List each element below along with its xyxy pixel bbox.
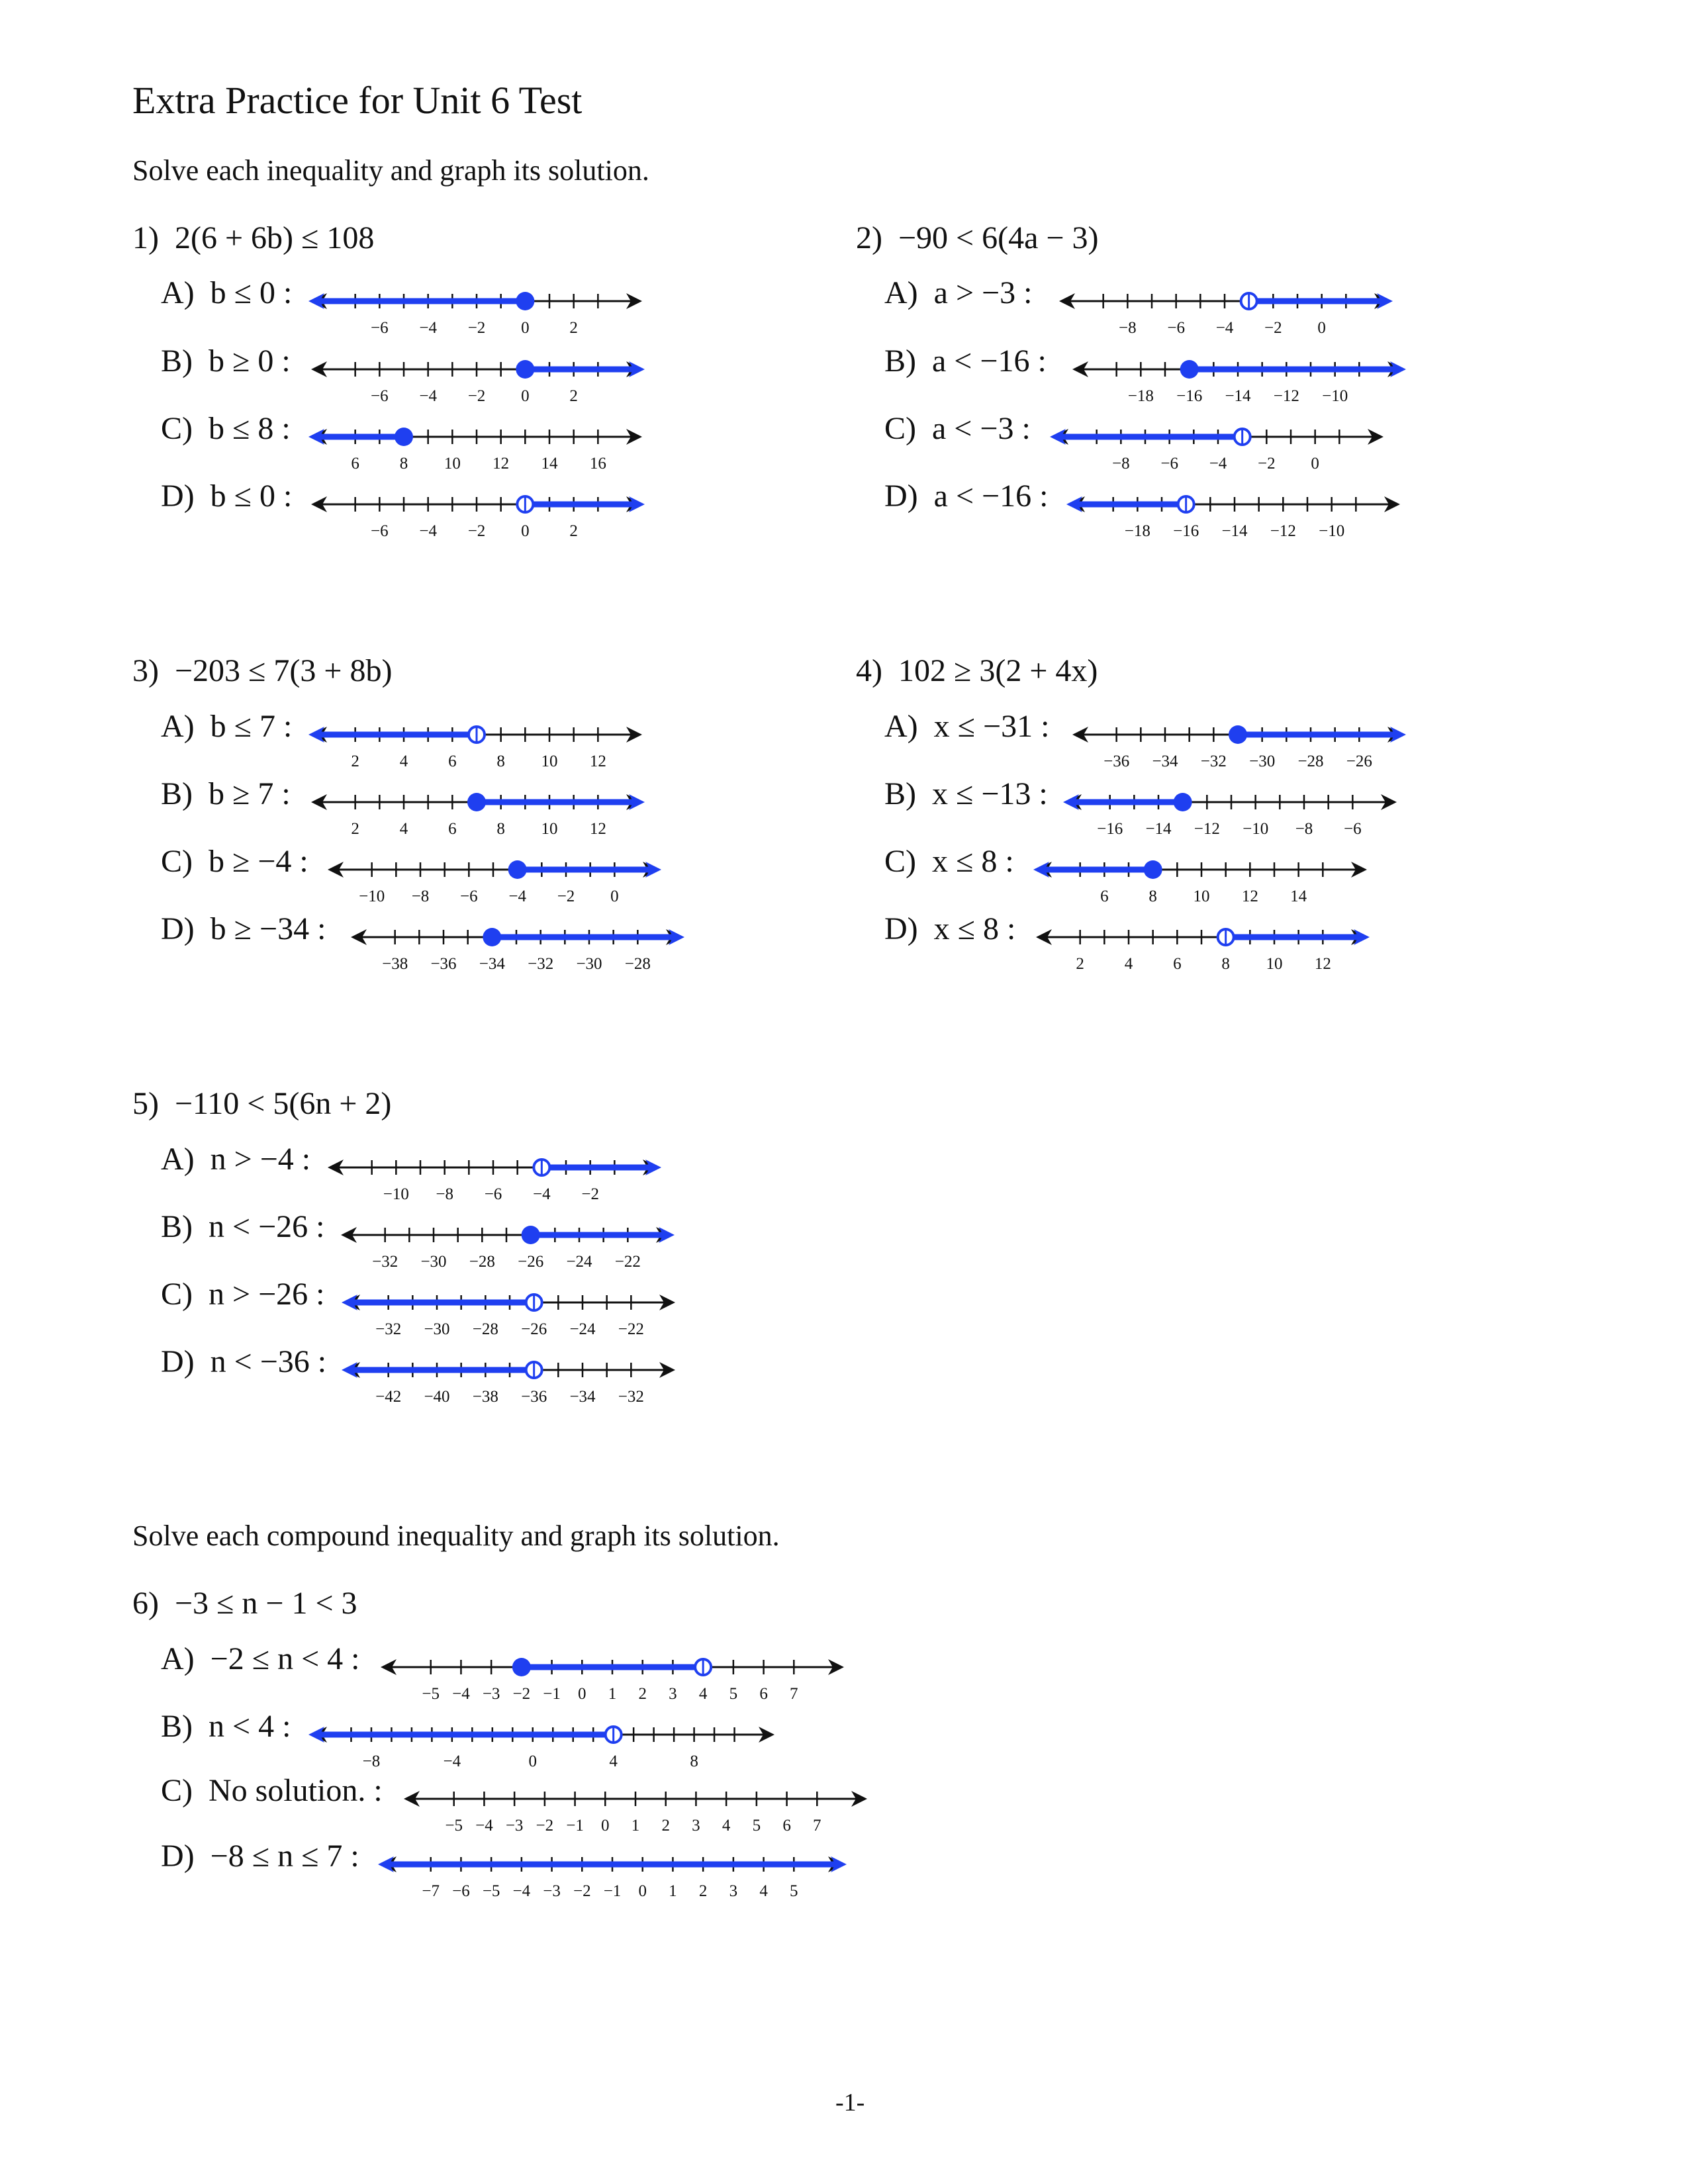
- closed-endpoint-p5b: [522, 1226, 540, 1244]
- tick-label-p5d: −36: [521, 1388, 547, 1406]
- choice-text: a < −16 :: [933, 478, 1049, 514]
- closed-endpoint-p1b: [516, 360, 534, 379]
- tick-label-p1c: 6: [351, 455, 359, 473]
- tick-label-p3c: −8: [411, 887, 430, 905]
- tick-label-p5c: −22: [618, 1320, 644, 1338]
- tick-label-p6d: −4: [512, 1882, 531, 1900]
- tick-label-p5a: −4: [533, 1185, 551, 1203]
- tick-label-p6b: 8: [690, 1752, 698, 1770]
- tick-label-p4b: −6: [1344, 820, 1362, 838]
- problem-label: 6): [132, 1586, 159, 1621]
- tick-label-p2a: −8: [1119, 319, 1137, 337]
- tick-label-p5b: −24: [566, 1253, 592, 1271]
- tick-label-p5c: −32: [375, 1320, 402, 1338]
- choice-label: B): [884, 776, 916, 811]
- tick-label-p3d: −34: [479, 955, 505, 973]
- tick-label-p3a: 12: [589, 752, 606, 770]
- tick-label-p6b: 0: [528, 1752, 538, 1770]
- tick-label-p4b: −16: [1097, 820, 1123, 838]
- tick-label-p6c: −1: [566, 1817, 584, 1835]
- tick-label-p5d: −38: [472, 1388, 498, 1406]
- choice-text: b ≥ 0 :: [209, 343, 291, 379]
- tick-label-p2b: −12: [1273, 387, 1299, 405]
- tick-label-p4c: 12: [1241, 887, 1258, 905]
- tick-label-p2a: −2: [1264, 319, 1282, 337]
- choice-label: A): [884, 709, 918, 744]
- choice-text: b ≤ 0 :: [210, 275, 293, 310]
- choice-label: D): [884, 478, 918, 514]
- choice-text: −2 ≤ n < 4 :: [210, 1641, 360, 1676]
- choice-label: C): [161, 411, 193, 446]
- choice-label: A): [161, 709, 195, 744]
- tick-label-p3a: 8: [496, 752, 505, 770]
- tick-label-p4d: 10: [1266, 955, 1283, 973]
- tick-label-p3d: −38: [382, 955, 408, 973]
- tick-label-p5d: −42: [375, 1388, 402, 1406]
- tick-label-p4c: 10: [1193, 887, 1210, 905]
- choice-label: C): [161, 844, 193, 879]
- tick-label-p6a: 0: [578, 1685, 586, 1703]
- tick-label-p6d: −3: [543, 1882, 561, 1900]
- tick-label-p3b: 6: [448, 820, 457, 838]
- tick-label-p1b: 0: [521, 387, 530, 405]
- tick-label-p6a: 7: [790, 1685, 798, 1703]
- tick-label-p3a: 4: [399, 752, 408, 770]
- page-title: Extra Practice for Unit 6 Test: [132, 79, 583, 122]
- tick-label-p1b: −6: [371, 387, 389, 405]
- tick-label-p4d: 2: [1076, 955, 1084, 973]
- problem-expression: −203 ≤ 7(3 + 8b): [174, 653, 393, 688]
- tick-label-p6d: −7: [422, 1882, 440, 1900]
- tick-label-p3d: −28: [624, 955, 651, 973]
- tick-label-p5c: −26: [521, 1320, 547, 1338]
- tick-label-p1c: 8: [399, 455, 408, 473]
- choice-text: a < −3 :: [932, 411, 1031, 446]
- closed-endpoint-p3b: [467, 793, 486, 811]
- tick-label-p5a: −2: [581, 1185, 599, 1203]
- choice-label: B): [161, 1209, 193, 1244]
- tick-label-p4b: −8: [1295, 820, 1313, 838]
- problem-expression: −3 ≤ n − 1 < 3: [174, 1586, 357, 1621]
- tick-label-p1c: 16: [589, 455, 606, 473]
- choice-label: C): [161, 1773, 193, 1808]
- tick-label-p3c: −6: [460, 887, 478, 905]
- tick-label-p5c: −28: [472, 1320, 498, 1338]
- choice-text: n < −36 :: [210, 1344, 327, 1379]
- tick-label-p5b: −30: [420, 1253, 447, 1271]
- tick-label-p6d: 2: [698, 1882, 708, 1900]
- choice-label: A): [161, 1142, 195, 1177]
- choice-text: n > −26 :: [209, 1277, 325, 1312]
- tick-label-p4a: −36: [1103, 752, 1130, 770]
- tick-label-p2a: −4: [1215, 319, 1234, 337]
- tick-label-p4c: 6: [1100, 887, 1109, 905]
- tick-label-p5a: −10: [383, 1185, 409, 1203]
- tick-label-p4b: −10: [1243, 820, 1269, 838]
- tick-label-p3b: 12: [589, 820, 606, 838]
- tick-label-p4b: −14: [1145, 820, 1172, 838]
- tick-label-p4d: 6: [1173, 955, 1182, 973]
- tick-label-p3b: 8: [496, 820, 505, 838]
- tick-label-p6d: 5: [790, 1882, 798, 1900]
- choice-text: n < 4 :: [209, 1709, 291, 1744]
- tick-label-p6d: −1: [603, 1882, 622, 1900]
- tick-label-p1a: −2: [467, 319, 486, 337]
- closed-endpoint-p4a: [1229, 725, 1247, 744]
- tick-label-p6b: −4: [443, 1752, 461, 1770]
- closed-endpoint-p1a: [516, 292, 534, 310]
- choice-label: D): [161, 1839, 195, 1874]
- tick-label-p6c: 5: [752, 1817, 761, 1835]
- compound-instructions: Solve each compound inequality and graph its solution.: [132, 1520, 780, 1552]
- tick-label-p5b: −28: [469, 1253, 495, 1271]
- closed-endpoint-p3d: [483, 928, 501, 946]
- tick-label-p6d: −5: [482, 1882, 500, 1900]
- tick-label-p4c: 8: [1149, 887, 1157, 905]
- tick-label-p6a: −2: [512, 1685, 531, 1703]
- choice-text: n < −26 :: [209, 1209, 325, 1244]
- tick-label-p2b: −16: [1176, 387, 1203, 405]
- tick-label-p1b: −4: [419, 387, 437, 405]
- tick-label-p1d: −2: [467, 522, 486, 540]
- tick-label-p4a: −28: [1297, 752, 1324, 770]
- choice-label: A): [161, 275, 195, 310]
- problem-expression: −90 < 6(4a − 3): [898, 220, 1099, 255]
- tick-label-p6d: −6: [452, 1882, 470, 1900]
- tick-label-p4a: −32: [1200, 752, 1227, 770]
- tick-label-p3b: 4: [399, 820, 408, 838]
- choice-text: b ≤ 8 :: [209, 411, 291, 446]
- tick-label-p1d: 2: [569, 522, 578, 540]
- choice-label: B): [161, 1709, 193, 1744]
- tick-label-p4d: 12: [1314, 955, 1331, 973]
- choice-label: B): [884, 343, 916, 379]
- tick-label-p5b: −22: [614, 1253, 641, 1271]
- choice-text: b ≥ −4 :: [209, 844, 308, 879]
- tick-label-p6c: −2: [536, 1817, 554, 1835]
- choice-label: B): [161, 776, 193, 811]
- tick-label-p6d: −2: [573, 1882, 591, 1900]
- closed-endpoint-p1c: [395, 428, 413, 446]
- choice-label: A): [161, 1641, 195, 1676]
- tick-label-p6c: 3: [692, 1817, 700, 1835]
- tick-label-p3a: 10: [541, 752, 558, 770]
- tick-label-p3c: −2: [557, 887, 575, 905]
- problem-expression: 102 ≥ 3(2 + 4x): [898, 653, 1098, 688]
- tick-label-p5d: −34: [569, 1388, 596, 1406]
- choice-text: −8 ≤ n ≤ 7 :: [210, 1839, 359, 1874]
- tick-label-p6a: −5: [422, 1685, 440, 1703]
- choice-text: b ≤ 0 :: [210, 478, 293, 514]
- tick-label-p6c: −3: [505, 1817, 524, 1835]
- choice-label: C): [884, 411, 916, 446]
- tick-label-p6d: 4: [759, 1882, 768, 1900]
- tick-label-p6c: −5: [445, 1817, 463, 1835]
- tick-label-p6a: 5: [729, 1685, 738, 1703]
- choice-text: a < −16 :: [932, 343, 1047, 379]
- tick-label-p2c: −4: [1209, 455, 1227, 473]
- tick-label-p3b: 2: [351, 820, 359, 838]
- choice-label: C): [161, 1277, 193, 1312]
- closed-endpoint-p2b: [1180, 360, 1199, 379]
- tick-label-p1a: −4: [419, 319, 437, 337]
- tick-label-p2d: −18: [1124, 522, 1150, 540]
- tick-label-p1a: 0: [521, 319, 530, 337]
- tick-label-p5a: −8: [436, 1185, 453, 1203]
- tick-label-p1c: 10: [444, 455, 461, 473]
- tick-label-p4d: 8: [1221, 955, 1230, 973]
- problem-label: 2): [856, 220, 882, 255]
- tick-label-p3d: −30: [576, 955, 602, 973]
- tick-label-p2b: −14: [1225, 387, 1251, 405]
- instructions: Solve each inequality and graph its solution.: [132, 154, 649, 187]
- tick-label-p6a: −1: [543, 1685, 561, 1703]
- tick-label-p4b: −12: [1194, 820, 1220, 838]
- tick-label-p2d: −16: [1173, 522, 1199, 540]
- choice-text: b ≥ −34 :: [210, 911, 326, 946]
- choice-text: x ≤ 8 :: [933, 911, 1016, 946]
- tick-label-p6c: 2: [661, 1817, 670, 1835]
- problem-label: 1): [132, 220, 159, 255]
- tick-label-p1d: 0: [521, 522, 530, 540]
- tick-label-p3a: 6: [448, 752, 457, 770]
- tick-label-p4a: −26: [1346, 752, 1372, 770]
- problem-label: 3): [132, 653, 159, 688]
- tick-label-p3a: 2: [351, 752, 359, 770]
- tick-label-p6d: 0: [638, 1882, 647, 1900]
- problem-expression: −110 < 5(6n + 2): [174, 1086, 392, 1121]
- tick-label-p1a: 2: [569, 319, 578, 337]
- closed-endpoint-p4b: [1174, 793, 1192, 811]
- choice-label: B): [161, 343, 193, 379]
- tick-label-p5b: −32: [372, 1253, 399, 1271]
- tick-label-p6a: 2: [638, 1685, 647, 1703]
- tick-label-p6d: 3: [729, 1882, 738, 1900]
- tick-label-p2d: −14: [1221, 522, 1248, 540]
- tick-label-p4c: 14: [1290, 887, 1307, 905]
- tick-label-p5c: −30: [424, 1320, 450, 1338]
- tick-label-p3b: 10: [541, 820, 558, 838]
- problem-label: 4): [856, 653, 882, 688]
- tick-label-p5d: −40: [424, 1388, 450, 1406]
- tick-label-p1b: 2: [569, 387, 578, 405]
- tick-label-p6c: 4: [722, 1817, 731, 1835]
- tick-label-p3d: −36: [430, 955, 457, 973]
- tick-label-p4a: −34: [1152, 752, 1178, 770]
- tick-label-p2a: 0: [1317, 319, 1326, 337]
- tick-label-p1d: −6: [371, 522, 389, 540]
- choice-label: D): [161, 911, 195, 946]
- choice-label: D): [161, 1344, 195, 1379]
- choice-text: n > −4 :: [210, 1142, 311, 1177]
- tick-label-p5a: −6: [484, 1185, 502, 1203]
- tick-label-p5d: −32: [618, 1388, 644, 1406]
- tick-label-p6c: 0: [601, 1817, 610, 1835]
- tick-label-p5b: −26: [518, 1253, 544, 1271]
- closed-endpoint-p4c: [1144, 860, 1162, 879]
- tick-label-p6c: 6: [782, 1817, 791, 1835]
- tick-label-p5c: −24: [569, 1320, 596, 1338]
- choice-label: C): [884, 844, 916, 879]
- choice-text: b ≥ 7 :: [209, 776, 291, 811]
- tick-label-p6a: −3: [482, 1685, 500, 1703]
- choice-label: A): [884, 275, 918, 310]
- tick-label-p2b: −18: [1127, 387, 1154, 405]
- choice-text: b ≤ 7 :: [210, 709, 293, 744]
- choice-text: x ≤ 8 :: [932, 844, 1014, 879]
- closed-endpoint-p6a: [512, 1658, 531, 1676]
- tick-label-p6b: 4: [609, 1752, 618, 1770]
- choice-text: x ≤ −31 :: [933, 709, 1050, 744]
- tick-label-p2c: −2: [1258, 455, 1276, 473]
- choice-label: D): [884, 911, 918, 946]
- tick-label-p2a: −6: [1167, 319, 1185, 337]
- tick-label-p3c: −10: [359, 887, 385, 905]
- choice-text: No solution. :: [209, 1773, 383, 1808]
- tick-label-p1c: 14: [541, 455, 558, 473]
- tick-label-p4d: 4: [1124, 955, 1133, 973]
- problem-label: 5): [132, 1086, 159, 1121]
- tick-label-p6c: 1: [631, 1817, 640, 1835]
- tick-label-p6d: 1: [669, 1882, 677, 1900]
- tick-label-p2d: −10: [1319, 522, 1345, 540]
- tick-label-p3d: −32: [528, 955, 554, 973]
- page-number: -1-: [835, 2089, 865, 2116]
- tick-label-p2d: −12: [1270, 522, 1296, 540]
- tick-label-p6a: 1: [608, 1685, 617, 1703]
- tick-label-p1d: −4: [419, 522, 437, 540]
- tick-label-p6b: −8: [362, 1752, 381, 1770]
- choice-label: D): [161, 478, 195, 514]
- tick-label-p6a: 6: [759, 1685, 768, 1703]
- problem-expression: 2(6 + 6b) ≤ 108: [174, 220, 375, 255]
- choice-text: x ≤ −13 :: [932, 776, 1048, 811]
- tick-label-p4a: −30: [1249, 752, 1276, 770]
- tick-label-p2c: −8: [1112, 455, 1130, 473]
- tick-label-p2b: −10: [1322, 387, 1348, 405]
- tick-label-p6a: −4: [452, 1685, 470, 1703]
- tick-label-p6a: 4: [698, 1685, 708, 1703]
- tick-label-p6c: −4: [475, 1817, 493, 1835]
- tick-label-p6c: 7: [813, 1817, 821, 1835]
- tick-label-p2c: 0: [1311, 455, 1319, 473]
- tick-label-p3c: −4: [508, 887, 526, 905]
- tick-label-p1c: 12: [492, 455, 510, 473]
- tick-label-p1a: −6: [371, 319, 389, 337]
- choice-text: a > −3 :: [933, 275, 1033, 310]
- tick-label-p3c: 0: [610, 887, 619, 905]
- closed-endpoint-p3c: [508, 860, 527, 879]
- tick-label-p2c: −6: [1160, 455, 1178, 473]
- tick-label-p6a: 3: [669, 1685, 677, 1703]
- tick-label-p1b: −2: [467, 387, 486, 405]
